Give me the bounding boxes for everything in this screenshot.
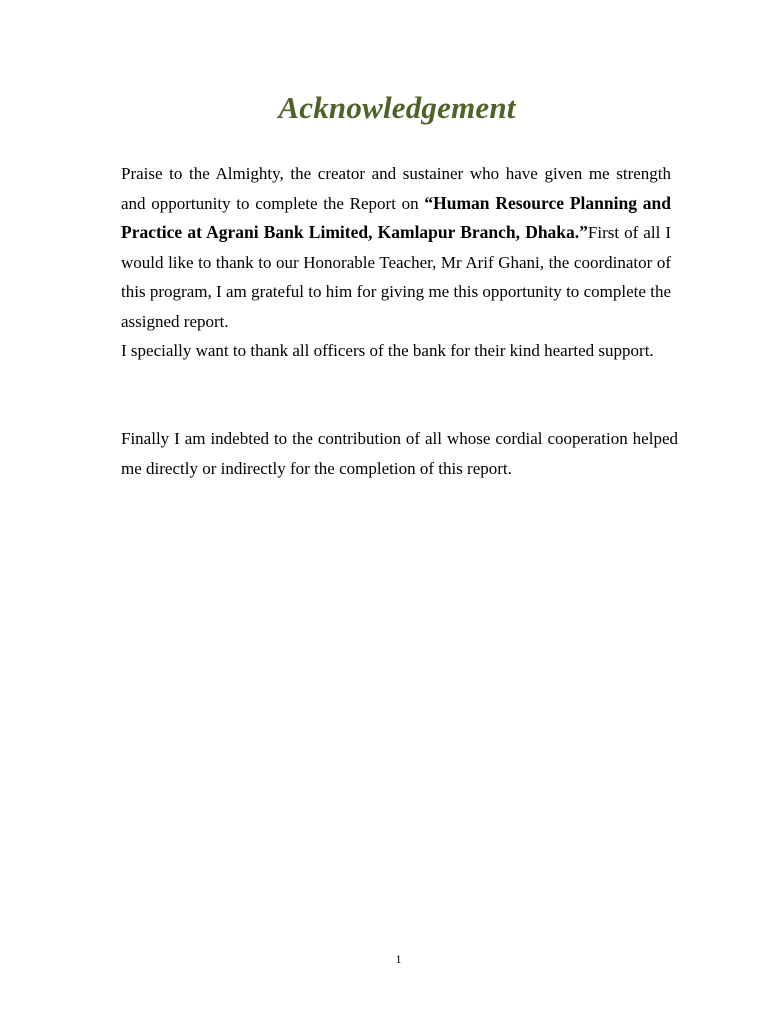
page-title: Acknowledgement bbox=[278, 90, 516, 125]
acknowledgement-paragraph-2: I specially want to thank all officers of the bank for their kind hearted support. bbox=[121, 341, 654, 360]
acknowledgement-paragraph-3: Finally I am indebted to the contribution of all whose cordial cooperation helped me directly or indirectly for the completion of this report. bbox=[121, 429, 678, 478]
acknowledgement-paragraph-1 bbox=[121, 159, 671, 336]
paragraph-continuation-text: First of all I would like to thank to our Honorable Teacher, Mr Arif Ghani, the coordinator of this program, I am grateful to him for giving me this opportunity to complete the assigned report. bbox=[121, 223, 671, 331]
page-number: 1 bbox=[395, 952, 402, 966]
report-title-text: “Human Resource Planning and Practice at Agrani Bank Limited, Kamlapur Branch, Dhaka.” bbox=[121, 192, 671, 242]
paragraph-intro-text: Praise to the Almighty, the creator and sustainer who have given me strength and opportunity to complete the Report on bbox=[121, 164, 671, 213]
